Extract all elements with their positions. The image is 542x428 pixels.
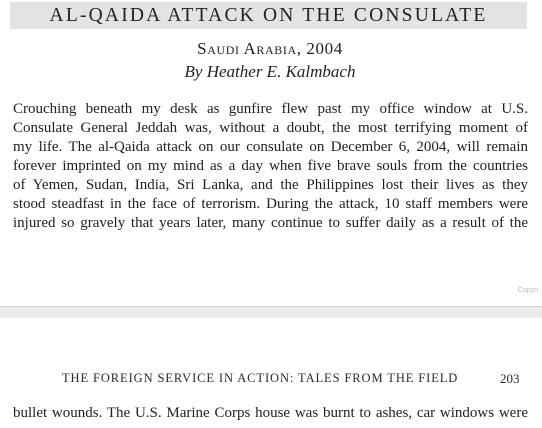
chapter-title-bar [10,2,527,29]
body-paragraph [13,100,528,233]
running-head: THE FOREIGN SERVICE IN ACTION: TALES FROM THE FIELD [62,371,459,385]
body-line: of Yemen, Sudan, India, Sri Lanka, and the Philippines lost their lives as they [13,177,528,193]
body-line: my life. The al-Qaida attack on our consulate on December 6, 2004, will remain [13,139,528,155]
body-line: forever imprinted on my mind as a day when five brave souls from the countries [13,158,528,174]
page-number: 203 [500,371,520,386]
body-line: injured so gravely that years later, many continue to suffer daily as a result of the [13,215,528,231]
chapter-title: AL-QAIDA ATTACK ON THE CONSULATE [49,5,488,26]
copyright-watermark: Copyri [517,287,538,294]
author-byline: By Heather E. Kalmbach [184,62,356,81]
body-line: bullet wounds. The U.S. Marine Corps house was burnt to ashes, car windows were [13,405,528,421]
chapter-subtitle: Saudi Arabia, 2004 [197,39,343,58]
body-line: stood steadfast in the face of terrorism. During the attack, 10 staff members were [13,196,528,212]
body-line: Crouching beneath my desk as gunfire flew past my office window at U.S. [13,101,528,117]
body-line: Consulate General Jeddah was, without a doubt, the most terrifying moment of [13,120,528,136]
page-bottom [0,318,542,428]
